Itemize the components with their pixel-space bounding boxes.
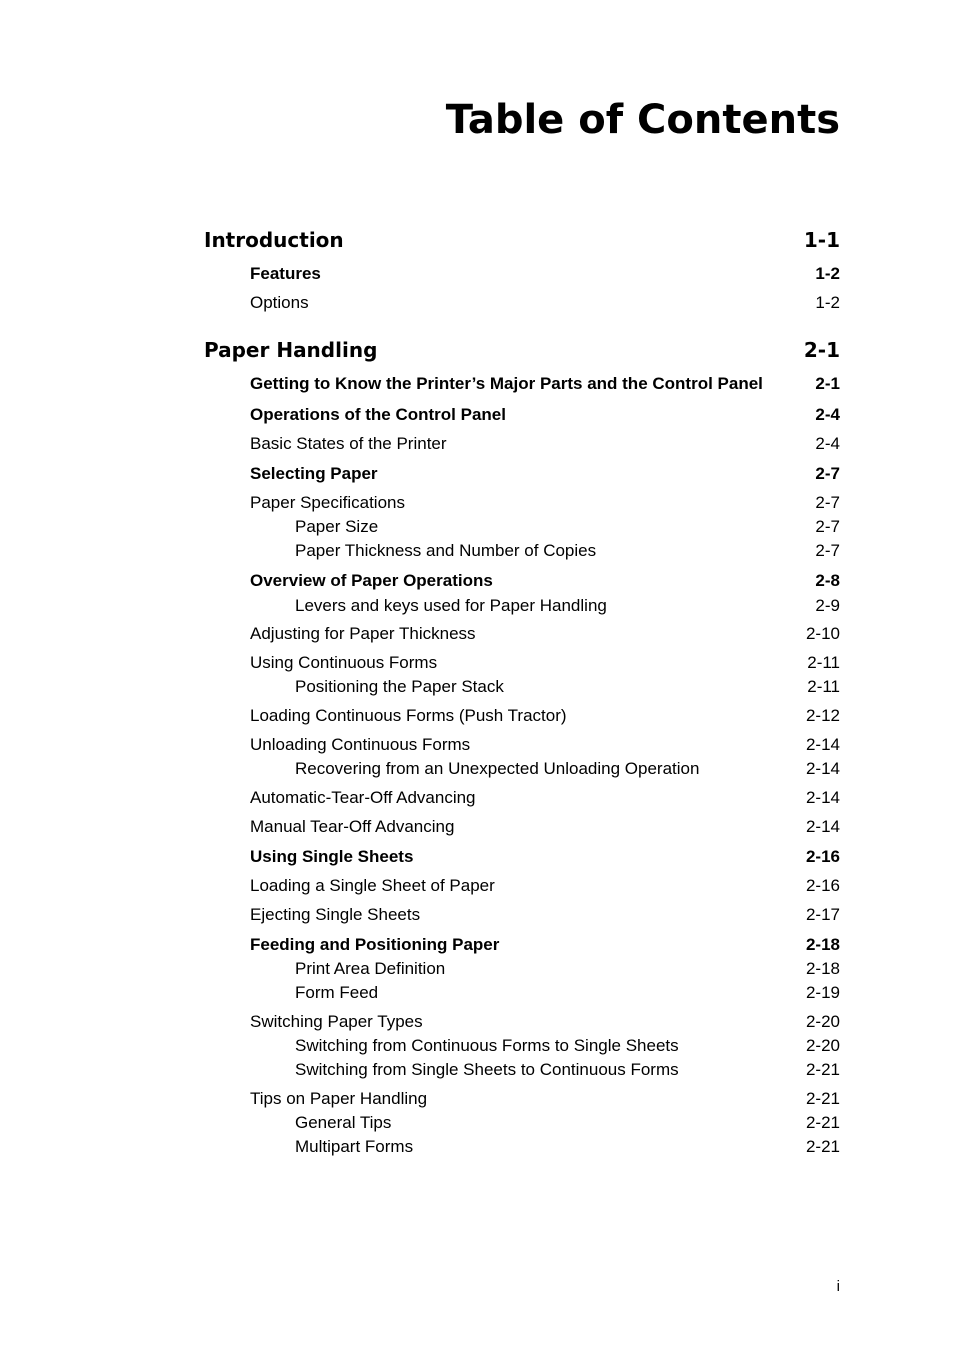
toc-entry-label: Print Area Definition xyxy=(295,959,446,978)
toc-entry-page: 2-18 xyxy=(805,959,840,978)
toc-entry-label: Basic States of the Printer xyxy=(250,434,447,453)
toc-entry-label: Switching Paper Types xyxy=(250,1012,423,1031)
toc-chapter-entry[interactable] xyxy=(0,228,954,252)
toc-entry-page: 2-21 xyxy=(805,1137,840,1156)
toc-section-entry[interactable] xyxy=(0,847,954,867)
toc-entry-page: 2-12 xyxy=(805,706,840,725)
toc-section-entry[interactable] xyxy=(0,624,954,644)
toc-section-entry[interactable] xyxy=(0,264,954,284)
toc-entry-page: 2-16 xyxy=(805,847,840,866)
toc-entry-label: Adjusting for Paper Thickness xyxy=(250,624,476,643)
toc-section-entry[interactable] xyxy=(0,706,954,726)
toc-entry-page: 2-20 xyxy=(805,1036,840,1055)
toc-entry-page: 2-11 xyxy=(807,677,840,696)
toc-entry-label: Positioning the Paper Stack xyxy=(295,677,504,696)
toc-section-entry[interactable] xyxy=(0,464,954,484)
toc-section-entry[interactable] xyxy=(0,788,954,808)
toc-entry-label: Tips on Paper Handling xyxy=(250,1089,428,1108)
toc-entry-page: 2-7 xyxy=(815,493,840,512)
toc-entry-label: Selecting Paper xyxy=(250,464,378,483)
toc-entry-page: 2-7 xyxy=(815,464,840,483)
toc-entry-label: Unloading Continuous Forms xyxy=(250,735,471,754)
toc-entry-label: Switching from Continuous Forms to Single Sheets xyxy=(295,1036,679,1055)
toc-entry-page: 2-9 xyxy=(815,596,840,615)
toc-section-entry[interactable] xyxy=(0,1089,954,1109)
toc-section-entry[interactable] xyxy=(0,405,954,425)
toc-entry-label: Paper Thickness and Number of Copies xyxy=(295,541,597,560)
toc-entry-page: 2-7 xyxy=(815,517,840,536)
toc-entry-page: 2-14 xyxy=(805,759,840,778)
toc-entry-label: Options xyxy=(250,293,309,312)
toc-section-entry[interactable] xyxy=(0,374,954,394)
toc-entry-page: 2-11 xyxy=(807,653,840,672)
toc-entry-page: 2-21 xyxy=(805,1113,840,1132)
toc-subsection-entry[interactable] xyxy=(0,1137,954,1157)
toc-entry-label: Multipart Forms xyxy=(295,1137,414,1156)
toc-entry-page: 1-2 xyxy=(815,264,840,283)
toc-entry-label: Using Continuous Forms xyxy=(250,653,438,672)
toc-section-entry[interactable] xyxy=(0,1012,954,1032)
toc-section-entry[interactable] xyxy=(0,293,954,313)
toc-subsection-entry[interactable] xyxy=(0,1036,954,1056)
toc-section-entry[interactable] xyxy=(0,935,954,955)
toc-subsection-entry[interactable] xyxy=(0,517,954,537)
toc-entry-label: Switching from Single Sheets to Continuous Forms xyxy=(295,1060,679,1079)
toc-entry-page: 2-21 xyxy=(805,1060,840,1079)
toc-entry-page: 2-21 xyxy=(805,1089,840,1108)
toc-entry-page: 2-16 xyxy=(805,876,840,895)
toc-entry-label: Loading Continuous Forms (Push Tractor) xyxy=(250,706,567,725)
toc-entry-page: 2-10 xyxy=(805,624,840,643)
toc-entry-label: Paper Specifications xyxy=(250,493,405,512)
toc-subsection-entry[interactable] xyxy=(0,983,954,1003)
toc-subsection-entry[interactable] xyxy=(0,677,954,697)
toc-entry-page: 2-19 xyxy=(805,983,840,1002)
toc-section-entry[interactable] xyxy=(0,905,954,925)
toc-subsection-entry[interactable] xyxy=(0,1060,954,1080)
toc-entry-label: Ejecting Single Sheets xyxy=(250,905,421,924)
toc-subsection-entry[interactable] xyxy=(0,1113,954,1133)
toc-entry-label: Loading a Single Sheet of Paper xyxy=(250,876,495,895)
toc-entry-label: Operations of the Control Panel xyxy=(250,405,506,424)
toc-subsection-entry[interactable] xyxy=(0,759,954,779)
toc-section-entry[interactable] xyxy=(0,653,954,673)
toc-entry-page: 2-1 xyxy=(815,374,840,393)
toc-entry-label: Paper Handling xyxy=(204,338,378,362)
toc-subsection-entry[interactable] xyxy=(0,541,954,561)
toc-entry-page: 2-14 xyxy=(805,788,840,807)
toc-entry-label: Introduction xyxy=(204,228,344,252)
toc-entry-label: Levers and keys used for Paper Handling xyxy=(295,596,607,615)
toc-entry-page: 2-1 xyxy=(803,338,840,362)
toc-entry-page: 2-14 xyxy=(805,817,840,836)
toc-section-entry[interactable] xyxy=(0,735,954,755)
toc-entry-label: General Tips xyxy=(295,1113,392,1132)
toc-section-entry[interactable] xyxy=(0,571,954,591)
toc-entry-page: 2-18 xyxy=(805,935,840,954)
toc-entry-page: 1-2 xyxy=(815,293,840,312)
toc-entry-label: Form Feed xyxy=(295,983,379,1002)
toc-entry-label: Overview of Paper Operations xyxy=(250,571,493,590)
toc-entry-label: Paper Size xyxy=(295,517,379,536)
toc-section-entry[interactable] xyxy=(0,876,954,896)
toc-entry-label: Feeding and Positioning Paper xyxy=(250,935,500,954)
toc-subsection-entry[interactable] xyxy=(0,959,954,979)
toc-entry-page: 2-4 xyxy=(815,434,840,453)
toc-entry-page: 2-4 xyxy=(815,405,840,424)
toc-entry-page: 2-20 xyxy=(805,1012,840,1031)
toc-section-entry[interactable] xyxy=(0,434,954,454)
toc-entry-page: 2-17 xyxy=(805,905,840,924)
toc-entry-label: Automatic-Tear-Off Advancing xyxy=(250,788,476,807)
page-title: Table of Contents xyxy=(445,97,840,143)
toc-entry-label: Getting to Know the Printer’s Major Parts and the Control Panel xyxy=(250,374,763,393)
toc-entry-page: 1-1 xyxy=(803,228,840,252)
toc-entry-label: Features xyxy=(250,264,321,283)
toc-entry-label: Manual Tear-Off Advancing xyxy=(250,817,455,836)
toc-section-entry[interactable] xyxy=(0,493,954,513)
toc-section-entry[interactable] xyxy=(0,817,954,837)
toc-entry-page: 2-7 xyxy=(815,541,840,560)
toc-entry-page: 2-14 xyxy=(805,735,840,754)
page-number: i xyxy=(836,1278,840,1295)
toc-entry-page: 2-8 xyxy=(815,571,840,590)
toc-entry-label: Using Single Sheets xyxy=(250,847,414,866)
toc-chapter-entry[interactable] xyxy=(0,338,954,362)
toc-entry-label: Recovering from an Unexpected Unloading Operation xyxy=(295,759,700,778)
toc-subsection-entry[interactable] xyxy=(0,596,954,616)
